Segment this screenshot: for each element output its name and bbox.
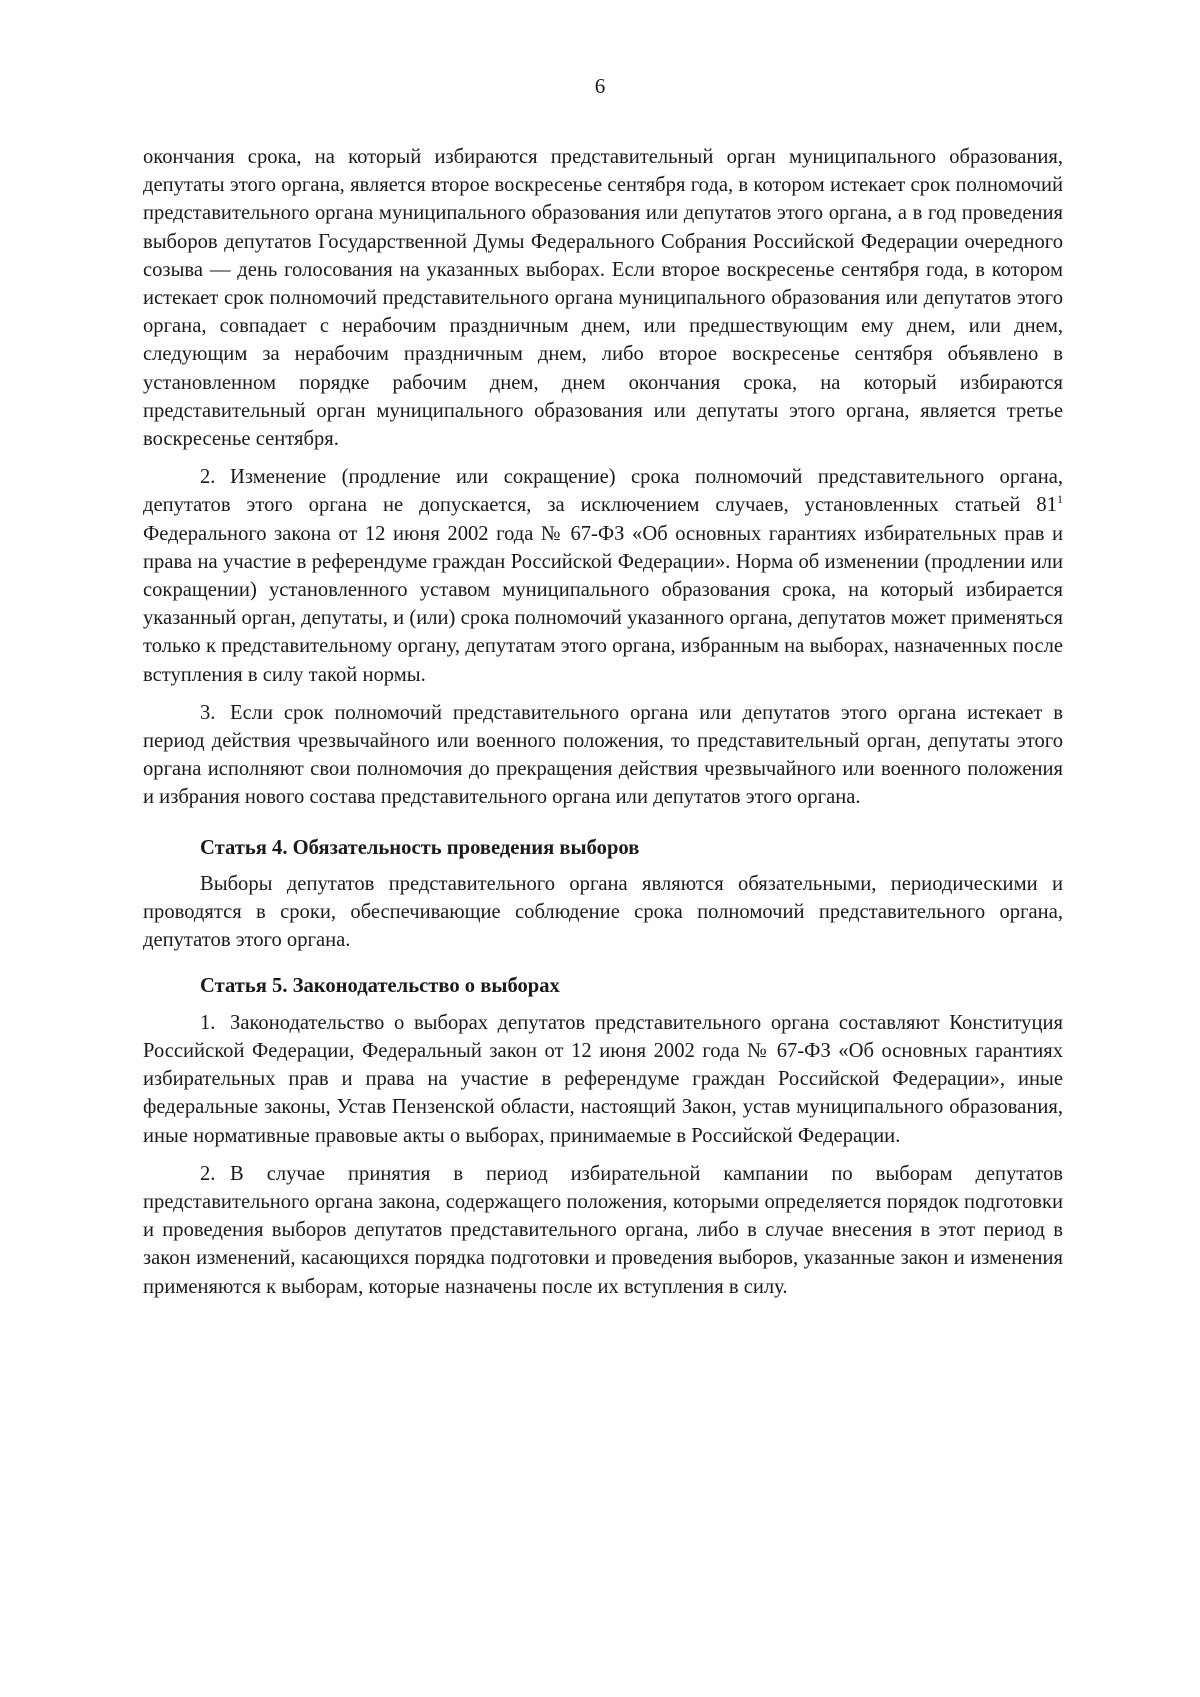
item-number: 1.: [200, 1011, 216, 1034]
article-5-item-1: [143, 1009, 1063, 1150]
item-number: 3.: [200, 701, 216, 724]
article-4-text: Выборы депутатов представительного органа являются обязательными, периодическими и проводятся в сроки, обеспечивающие соблюдение срока полномочий представительного органа, депутатов этого органа.: [143, 872, 1063, 952]
superscript: 1: [1057, 492, 1063, 507]
item-text: Законодательство о выборах депутатов представительного органа составляют Конституция Российской Федерации, Федеральный закон от 12 июня 2002 года № 67-ФЗ «Об основных гарантиях избирательных прав и права на участие в референдуме граждан Российской Федерации», иные федеральные законы, Устав Пензенской области, настоящий Закон, устав муниципального образования, иные нормативные правовые акты о выборах, принимаемые в Российской Федерации.: [143, 1011, 1063, 1147]
item-number: 2.: [200, 466, 216, 489]
article-3-item-2: [143, 463, 1063, 689]
item-text-part-1: Изменение (продление или сокращение) срока полномочий представительного органа, депутатов этого органа не допускается, за исключением случаев, установленных статьей 81: [143, 466, 1063, 517]
item-number: 2.: [200, 1162, 216, 1185]
article-3-item-3: [143, 699, 1063, 812]
document-body: [143, 143, 1063, 1301]
page-number: 6: [594, 74, 606, 98]
article-5-item-2: [143, 1160, 1063, 1301]
item-text-part-2: Федерального закона от 12 июня 2002 года № 67-ФЗ «Об основных гарантиях избирательных прав и права на участие в референдуме граждан Российской Федерации». Норма об изменении (продлении или сокращении) установленного уставом муниципального образования срока, на который избирается указанный орган, депутаты, и (или) срока полномочий указанного органа, депутатов может применяться только к представительному органу, депутатам этого органа, избранным на выборах, назначенных после вступления в силу такой нормы.: [143, 522, 1063, 686]
continuation-paragraph: окончания срока, на который избираются представительный орган муниципального образования, депутаты этого органа, является второе воскресенье сентября года, в котором истекает срок полномочий представительного органа муниципального образования или депутатов этого органа, а в год проведения выборов депутатов Государственной Думы Федерального Собрания Российской Федерации очередного созыва — день голосования на указанных выборах. Если второе воскресенье сентября года, в котором истекает срок полномочий представительного органа муниципального образования или депутатов этого органа, совпадает с нерабочим праздничным днем, или предшествующим ему днем, или днем, следующим за нерабочим праздничным днем, либо второе воскресенье сентября объявлено в установленном порядке рабочим днем, днем окончания срока, на который избираются представительный орган муниципального образования или депутаты этого органа, является третье воскресенье сентября.: [143, 146, 1063, 451]
article-5-heading: Статья 5. Законодательство о выборах: [200, 975, 560, 998]
article-4-heading: Статья 4. Обязательность проведения выборов: [200, 836, 640, 859]
item-text: Если срок полномочий представительного органа или депутатов этого органа истекает в период действия чрезвычайного или военного положения, то представительный орган, депутаты этого органа исполняют свои полномочия до прекращения действия чрезвычайного или военного положения и избрания нового состава представительного органа или депутатов этого органа.: [143, 701, 1063, 809]
item-text: В случае принятия в период избирательной кампании по выборам депутатов представительного органа закона, содержащего положения, которыми определяется порядок подготовки и проведения выборов депутатов представительного органа, либо в случае внесения в этот период в закон изменений, касающихся порядка подготовки и проведения выборов, указанные закон и изменения применяются к выборам, которые назначены после их вступления в силу.: [143, 1162, 1063, 1298]
